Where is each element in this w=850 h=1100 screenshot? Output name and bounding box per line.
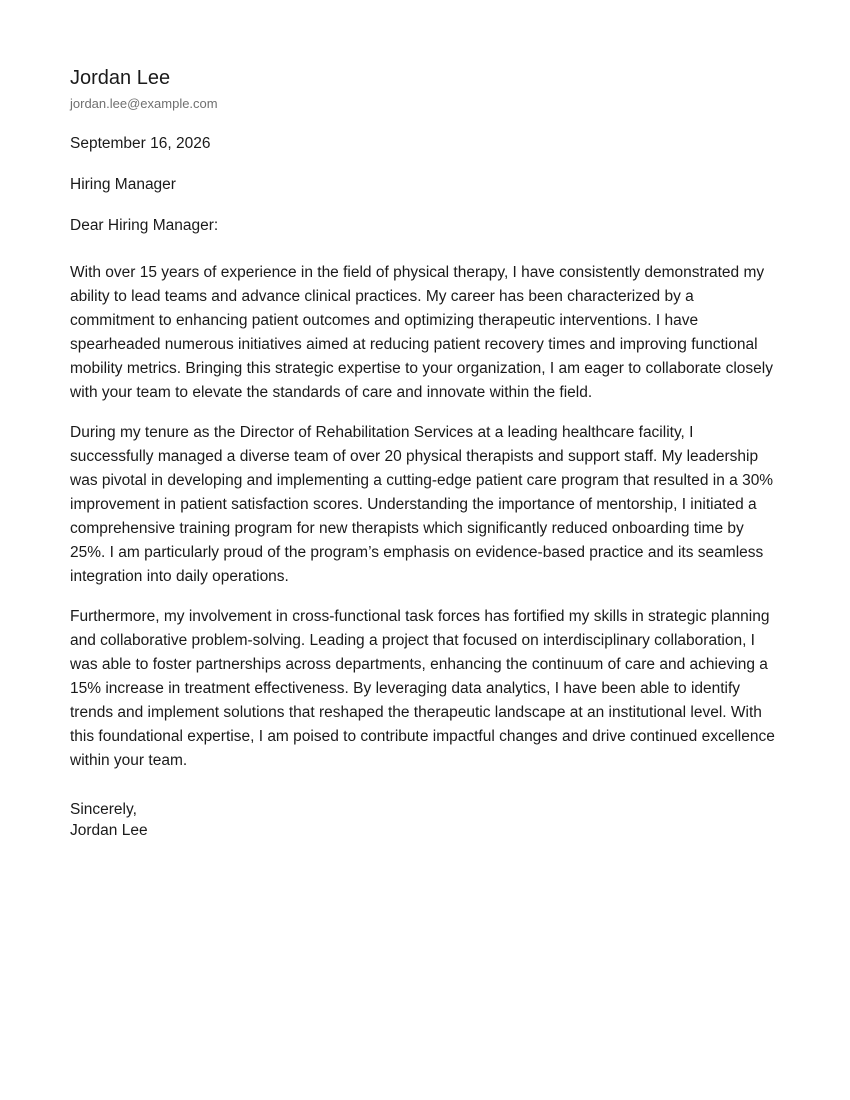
sender-name: Jordan Lee (70, 67, 171, 89)
recipient: Hiring Manager (70, 176, 176, 193)
body-paragraph-3: Furthermore, my involvement in cross-functional task forces has fortified my skills in strategic planning and collaborative problem-solving. Leading a project that focused on interdisciplinary collaboration, I was able to foster partnerships across departments, enhancing the continuum of care and achieving a 15% increase in treatment effectiveness. By leveraging data analytics, I have been able to identify trends and implement solutions that reshaped the therapeutic landscape at an institutional level. With this foundational expertise, I am poised to contribute impactful changes and drive continued excellence within your team. (70, 608, 775, 769)
body-paragraph-1: With over 15 years of experience in the field of physical therapy, I have consistently demonstrated my ability to lead teams and advance clinical practices. My career has been characterized by a commitment to enhancing patient outcomes and optimizing therapeutic interventions. I have spearheaded numerous initiatives aimed at reducing patient recovery times and improving functional mobility metrics. Bringing this strategic expertise to your organization, I am eager to collaborate closely with your team to elevate the standards of care and innovate within the field. (70, 264, 773, 401)
body-paragraph-2: During my tenure as the Director of Rehabilitation Services at a leading healthcare facility, I successfully managed a diverse team of over 20 physical therapists and support staff. My leadership was pivotal in developing and implementing a cutting-edge patient care program that resulted in a 30% improvement in patient satisfaction scores. Understanding the importance of mentorship, I initiated a comprehensive training program for new therapists which significantly reduced onboarding time by 25%. I am particularly proud of the program’s emphasis on evidence-based practice and its seamless integration into daily operations. (70, 424, 774, 585)
closing-phrase: Sincerely, (70, 801, 137, 818)
sender-email: jordan.lee@example.com (70, 96, 218, 111)
letter-date: September 16, 2026 (70, 135, 211, 152)
salutation: Dear Hiring Manager: (70, 217, 219, 234)
closing-block (70, 799, 780, 841)
signature: Jordan Lee (70, 822, 148, 839)
